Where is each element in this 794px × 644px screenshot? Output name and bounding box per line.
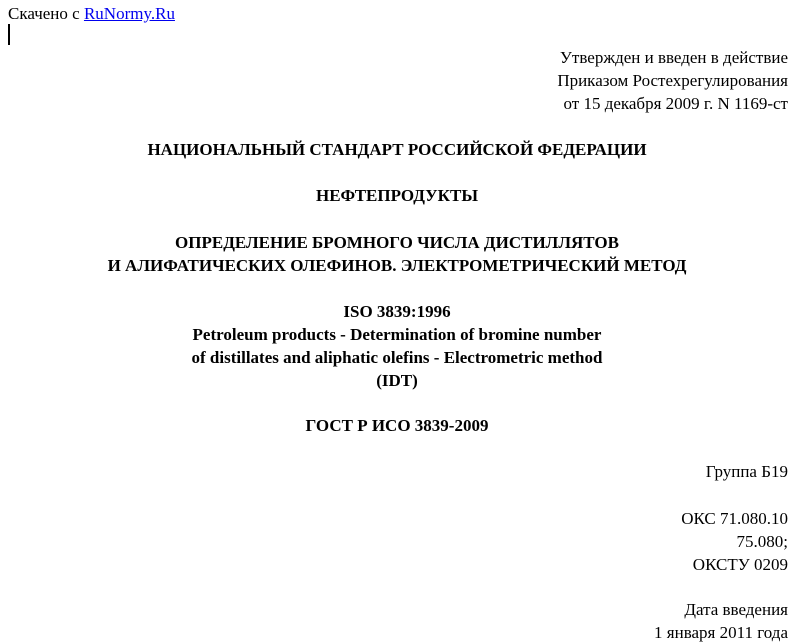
approval-line-1: Утвержден и введен в действие	[559, 48, 788, 67]
iso-number: ISO 3839:1996	[343, 302, 451, 321]
source-prefix: Скачено с	[8, 4, 84, 23]
intro-date-value: 1 января 2011 года	[654, 623, 788, 642]
approval-line-2: Приказом Ростехрегулирования	[557, 71, 788, 90]
text-cursor	[8, 24, 10, 45]
national-standard-heading: НАЦИОНАЛЬНЫЙ СТАНДАРТ РОССИЙСКОЙ ФЕДЕРАЦИИ	[147, 140, 647, 159]
runormy-link[interactable]: RuNormy.Ru	[83, 4, 175, 23]
approval-block	[557, 46, 788, 115]
oks-line-3: ОКСТУ 0209	[692, 555, 788, 574]
iso-title-line-1: Petroleum products - Determination of bromine number	[192, 325, 602, 344]
oks-line-1: ОКС 71.080.10	[681, 509, 788, 528]
iso-title-line-2: of distillates and aliphatic olefins - Electrometric method	[191, 348, 603, 367]
approval-line-3: от 15 декабря 2009 г. N 1169-ст	[563, 94, 788, 113]
iso-block	[0, 300, 794, 392]
intro-date-block	[654, 598, 788, 644]
category-heading: НЕФТЕПРОДУКТЫ	[315, 186, 479, 205]
source-line	[8, 2, 175, 25]
title-line-1: ОПРЕДЕЛЕНИЕ БРОМНОГО ЧИСЛА ДИСТИЛЛЯТОВ	[175, 233, 619, 252]
classification-block	[681, 507, 788, 576]
gost-number: ГОСТ Р ИСО 3839-2009	[305, 416, 489, 435]
intro-date-label: Дата введения	[684, 600, 788, 619]
oks-line-2: 75.080;	[736, 532, 788, 551]
group-code: Группа Б19	[705, 462, 788, 481]
iso-idt: (IDT)	[376, 371, 418, 390]
title-line-2: И АЛИФАТИЧЕСКИХ ОЛЕФИНОВ. ЭЛЕКТРОМЕТРИЧЕСКИЙ МЕТОД	[107, 256, 687, 275]
document-title	[0, 231, 794, 277]
